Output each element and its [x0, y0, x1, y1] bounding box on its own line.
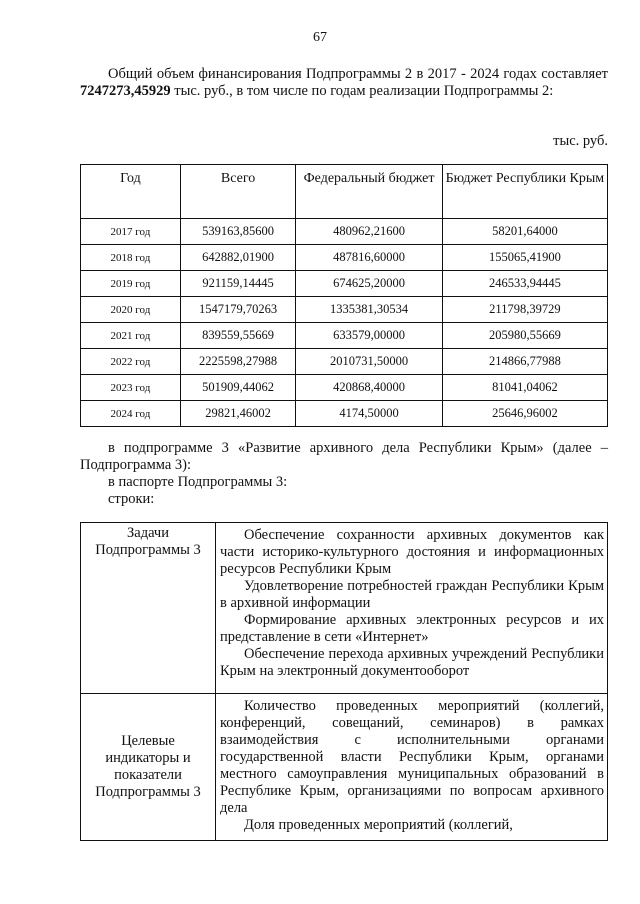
cell-federal: 4174,50000 [296, 401, 442, 427]
passport-line: в паспорте Подпрограммы 3: [108, 474, 288, 490]
table-row [81, 375, 608, 401]
task-item: Удовлетворение потребностей граждан Республики Крым в архивной информации [220, 578, 604, 611]
indicators-content [216, 694, 608, 841]
cell-crimea: 25646,96002 [442, 401, 607, 427]
cell-federal: 1335381,30534 [296, 297, 442, 323]
table-row [81, 245, 608, 271]
header-federal-budget: Федеральный бюджет [296, 165, 442, 219]
rows-line: строки: [108, 491, 155, 507]
table-row [81, 271, 608, 297]
indicators-row [81, 694, 608, 841]
table-row [81, 297, 608, 323]
cell-year: 2023 год [81, 375, 181, 401]
cell-year: 2020 год [81, 297, 181, 323]
table-row [81, 349, 608, 375]
subprogram3-paragraph: в подпрограмме 3 «Развитие архивного дела Республики Крым» (далее – Подпрограмма 3): [80, 440, 608, 473]
indicator-item: Количество проведенных мероприятий (коллегий, конференций, совещаний, семинаров) в рамках взаимодействия с исполнительными органами государственной власти Республики Крым, органами местного самоуправления муниципальных образований в Республике Крым, организациями по вопросам архивного дела [220, 698, 604, 816]
cell-total: 501909,44062 [180, 375, 295, 401]
page-number: 67 [313, 30, 327, 45]
passport-table [80, 522, 608, 841]
task-item: Формирование архивных электронных ресурсов и их представление в сети «Интернет» [220, 612, 604, 645]
cell-year: 2022 год [81, 349, 181, 375]
cell-year: 2019 год [81, 271, 181, 297]
tasks-label: Задачи Подпрограммы 3 [81, 523, 216, 694]
tasks-row [81, 523, 608, 694]
cell-crimea: 205980,55669 [442, 323, 607, 349]
cell-year: 2017 год [81, 219, 181, 245]
indicator-item: Доля проведенных мероприятий (коллегий, [244, 817, 513, 833]
cell-year: 2021 год [81, 323, 181, 349]
cell-year: 2018 год [81, 245, 181, 271]
cell-total: 539163,85600 [180, 219, 295, 245]
table-row [81, 323, 608, 349]
task-item: Обеспечение перехода архивных учреждений Республики Крым на электронный документооборот [220, 646, 604, 679]
cell-federal: 2010731,50000 [296, 349, 442, 375]
cell-total: 642882,01900 [180, 245, 295, 271]
table-row [81, 219, 608, 245]
intro-text-before: Общий объем финансирования Подпрограммы 2 в 2017 - 2024 годах составляет [108, 66, 608, 82]
unit-label: тыс. руб. [553, 133, 608, 149]
cell-total: 1547179,70263 [180, 297, 295, 323]
header-total: Всего [180, 165, 295, 219]
cell-crimea: 246533,94445 [442, 271, 607, 297]
intro-text-after: тыс. руб., в том числе по годам реализации Подпрограммы 2: [170, 83, 554, 99]
cell-federal: 674625,20000 [296, 271, 442, 297]
tasks-content [216, 523, 608, 694]
financing-table [80, 164, 608, 427]
total-amount: 7247273,45929 [80, 83, 171, 99]
cell-federal: 487816,60000 [296, 245, 442, 271]
cell-federal: 480962,21600 [296, 219, 442, 245]
header-crimea-budget: Бюджет Республики Крым [442, 165, 607, 219]
task-item: Обеспечение сохранности архивных документов как части историко-культурного достояния и информационных ресурсов Республики Крым [220, 527, 604, 577]
indicators-label: Целевые индикаторы и показатели Подпрограммы 3 [81, 694, 216, 841]
cell-total: 2225598,27988 [180, 349, 295, 375]
cell-crimea: 81041,04062 [442, 375, 607, 401]
cell-total: 921159,14445 [180, 271, 295, 297]
cell-crimea: 211798,39729 [442, 297, 607, 323]
cell-federal: 633579,00000 [296, 323, 442, 349]
financing-intro-paragraph [80, 66, 608, 100]
cell-crimea: 214866,77988 [442, 349, 607, 375]
cell-federal: 420868,40000 [296, 375, 442, 401]
table-row [81, 401, 608, 427]
table-header-row [81, 165, 608, 219]
cell-crimea: 58201,64000 [442, 219, 607, 245]
cell-total: 839559,55669 [180, 323, 295, 349]
header-year: Год [81, 165, 181, 219]
cell-crimea: 155065,41900 [442, 245, 607, 271]
cell-year: 2024 год [81, 401, 181, 427]
cell-total: 29821,46002 [180, 401, 295, 427]
